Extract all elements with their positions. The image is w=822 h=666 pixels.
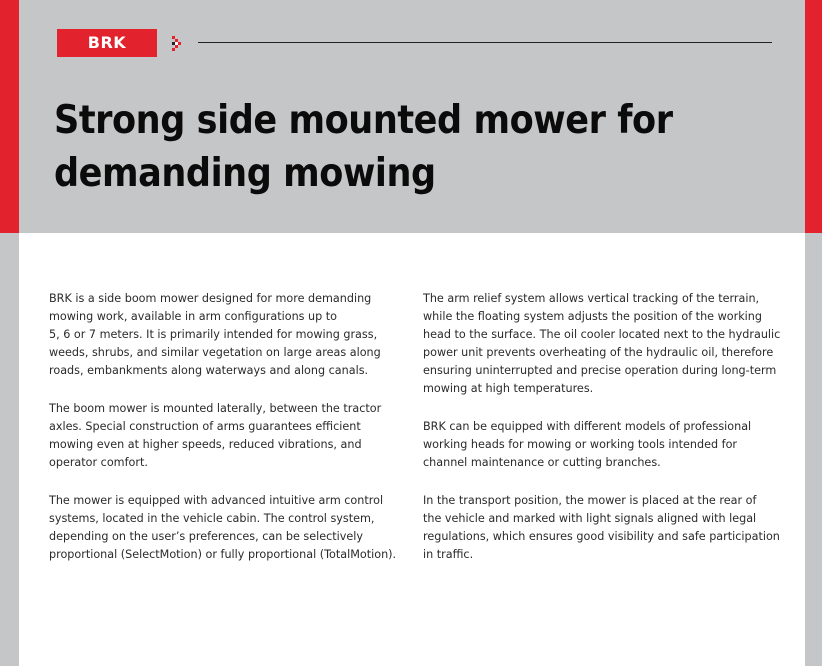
right-accent-bar <box>805 0 822 233</box>
paragraph: In the transport position, the mower is placed at the rear of the vehicle and marked with light signals aligned with legal regulations, which ensures good visibility and safe participation in traffic. <box>423 494 780 561</box>
paragraph: The mower is equipped with advanced intuitive arm control systems, located in the vehicle cabin. The control system, depending on the user’s preferences, can be selectively proportional (SelectMotion) or fully proportional (TotalMotion). <box>49 494 397 561</box>
left-margin-band <box>0 233 19 666</box>
page-title: Strong side mounted mower for demanding mowing <box>54 98 673 196</box>
product-badge: BRK <box>57 29 157 57</box>
pixel-arrow-icon <box>172 36 184 48</box>
paragraph: The boom mower is mounted laterally, between the tractor axles. Special construction of arms guarantees efficient mowing even at higher speeds, reduced vibrations, and operator comfort. <box>49 402 382 469</box>
paragraph: The arm relief system allows vertical tracking of the terrain, while the floating system adjusts the position of the working head to the surface. The oil cooler located next to the hydraulic power unit prevents overheating of the hydraulic oil, therefore ensuring uninterrupted and precise operation during long-term mowing at high temperatures. <box>423 292 781 395</box>
right-text-column <box>423 290 785 584</box>
paragraph: BRK is a side boom mower designed for more demanding mowing work, available in arm configurations up to 5, 6 or 7 meters. It is primarily intended for mowing grass, weeds, shrubs, and similar vegetation on large areas along roads, embankments along waterways and along canals. <box>49 292 381 377</box>
left-text-column <box>49 290 409 584</box>
left-accent-bar <box>0 0 19 233</box>
paragraph: BRK can be equipped with different models of professional working heads for mowing or working tools intended for channel maintenance or cutting branches. <box>423 420 752 469</box>
right-margin-band <box>805 233 822 666</box>
header-divider <box>198 42 772 43</box>
